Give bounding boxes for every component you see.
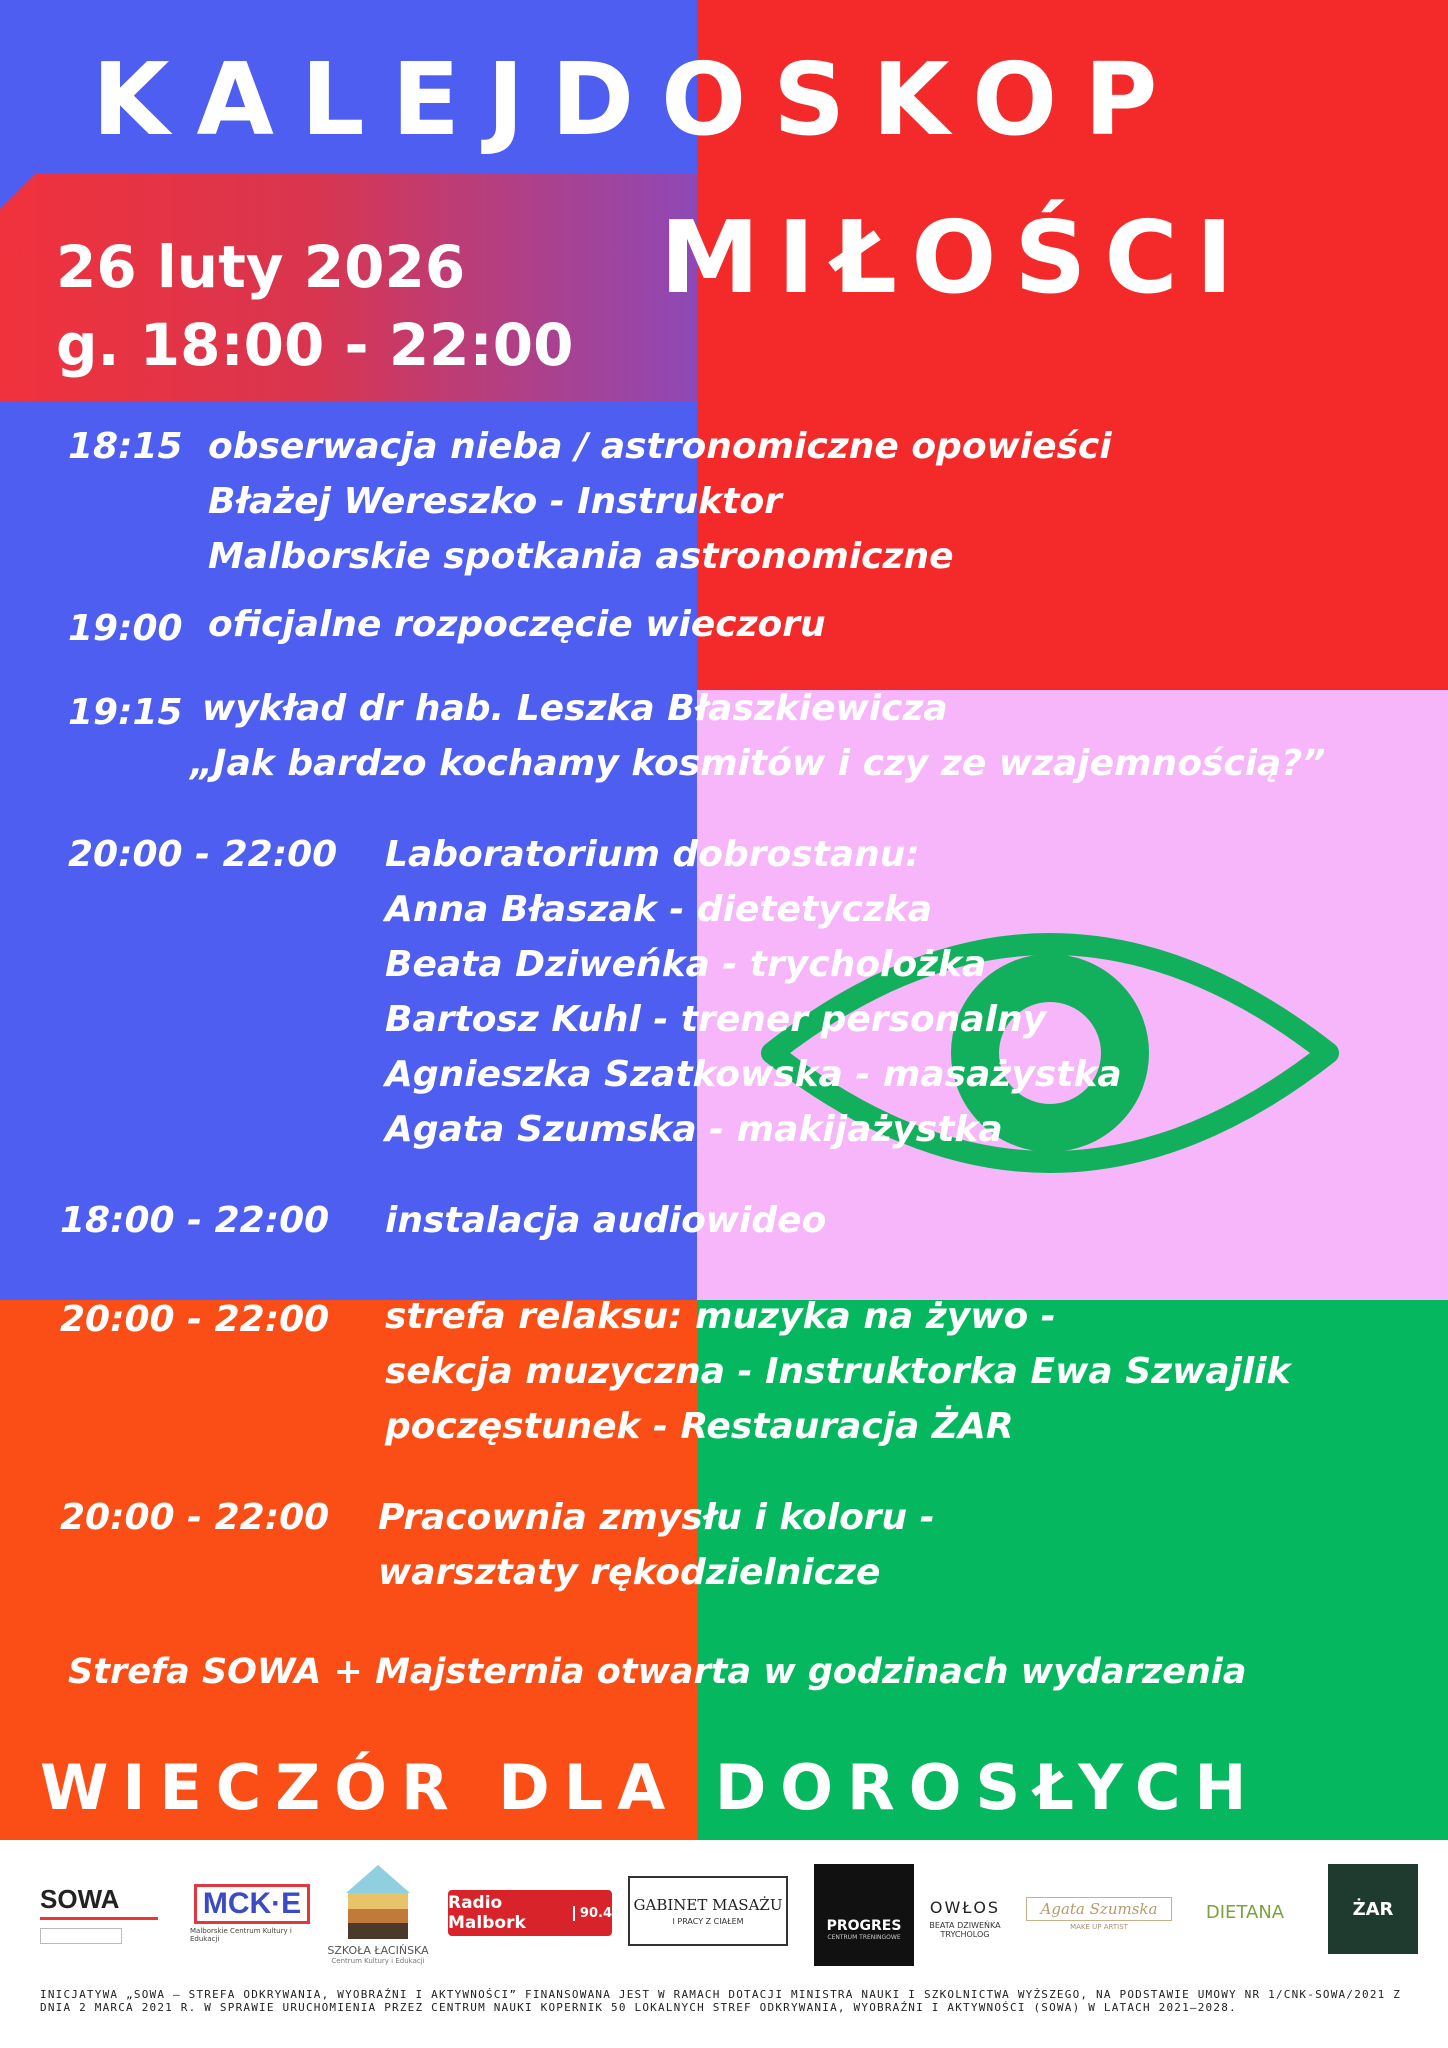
schedule-line: Anna Błaszak - dietetyczka bbox=[385, 889, 933, 930]
gabinet-masazu-logo bbox=[628, 1876, 788, 1946]
schedule-time: 20:00 - 22:00 bbox=[68, 834, 338, 875]
progres-logo-text: PROGRES bbox=[826, 1917, 902, 1934]
schedule-line: Bartosz Kuhl - trener personalny bbox=[385, 999, 1047, 1040]
radio-logo-frequency: 90.4 bbox=[573, 1906, 612, 1921]
schedule-line: warsztaty rękodzielnicze bbox=[378, 1552, 881, 1593]
sowa-logo bbox=[40, 1876, 172, 1952]
schedule-time: 19:15 bbox=[68, 692, 183, 733]
sowa-logo-text: SOWA bbox=[40, 1884, 120, 1914]
owlos-logo-text: OWŁOS bbox=[929, 1897, 1001, 1917]
schedule-line: sekcja muzyczna - Instruktorka Ewa Szwajlik bbox=[385, 1351, 1291, 1392]
zar-logo bbox=[1328, 1864, 1418, 1954]
szkola-logo-text: SZKOŁA ŁACIŃSKA bbox=[327, 1944, 429, 1957]
title-kalejdoskop: KALEJDOSKOP bbox=[92, 41, 1185, 158]
owlos-logo-subtitle: BEATA DZIWEŃKA TRYCHOLOG bbox=[929, 1920, 1001, 1939]
zar-logo-text: ŻAR bbox=[1352, 1898, 1394, 1920]
dietana-logo-text: DIETANA bbox=[1205, 1901, 1285, 1923]
schedule-line: obserwacja nieba / astronomiczne opowieści bbox=[208, 426, 1112, 467]
schedule-line: Beata Dziweńka - trycholożka bbox=[385, 944, 987, 985]
agata-logo-subtitle: MAKE UP ARTIST bbox=[1070, 1923, 1128, 1931]
house-icon bbox=[344, 1863, 412, 1941]
schedule-line: Agata Szumska - makijażystka bbox=[385, 1109, 1003, 1150]
radio-logo-text: Radio Malbork bbox=[448, 1893, 526, 1933]
mck-logo-subtitle: Malborskie Centrum Kultury i Edukacji bbox=[190, 1926, 292, 1943]
event-date: 26 luty 2026 bbox=[56, 233, 466, 301]
schedule-line: Malborskie spotkania astronomiczne bbox=[208, 536, 954, 577]
agata-szumska-logo bbox=[1014, 1884, 1184, 1944]
radio-malbork-logo bbox=[448, 1890, 612, 1936]
schedule-line: strefa relaksu: muzyka na żywo - bbox=[385, 1296, 1056, 1337]
owlos-logo bbox=[922, 1878, 1008, 1958]
gabinet-logo-subtitle: I PRACY Z CIAŁEM bbox=[672, 1917, 744, 1926]
szkola-logo-subtitle: Centrum Kultury i Edukacji bbox=[331, 1957, 425, 1965]
event-hours: g. 18:00 - 22:00 bbox=[56, 311, 574, 379]
progres-logo bbox=[814, 1864, 914, 1966]
footer-title: WIECZÓR DLA DOROSŁYCH bbox=[40, 1751, 1261, 1824]
sponsor-logos bbox=[0, 1840, 1448, 1988]
schedule-time: 19:00 bbox=[68, 608, 183, 649]
ministry-mark bbox=[40, 1928, 122, 1944]
sowa-logo-bar bbox=[40, 1917, 158, 1920]
mck-logo bbox=[190, 1880, 314, 1946]
open-zone-note: Strefa SOWA + Majsternia otwarta w godzinach wydarzenia bbox=[68, 1652, 1247, 1692]
schedule-line: Agnieszka Szatkowska - masażystka bbox=[385, 1054, 1122, 1095]
funding-footnote: INICJATYWA „SOWA – STREFA ODKRYWANIA, WYOBRAŹNI I AKTYWNOŚCI” FINANSOWANA JEST W RAMACH DOTACJI MINISTRA NAUKI I SZKOLNICTWA WYŻSZEGO, NA PODSTAWIE UMOWY NR 1/CNK-SOWA/2021 Z DNIA 2 MARCA 2021 R. W SPRAWIE URUCHOMIENIA PRZEZ CENTRUM NAUKI KOPERNIK 50 LOKALNYCH STREF ODKRYWANIA, WYOBRAŹNI I AKTYWNOŚCI (SOWA) W LATACH 2021–2028. bbox=[40, 1988, 1402, 2014]
schedule-time: 20:00 - 22:00 bbox=[60, 1497, 330, 1538]
schedule-time: 20:00 - 22:00 bbox=[60, 1299, 330, 1340]
agata-logo-text: Agata Szumska bbox=[1026, 1897, 1173, 1921]
title-milosci: MIŁOŚCI bbox=[660, 199, 1251, 316]
schedule-time: 18:15 bbox=[68, 426, 183, 467]
schedule-line: poczęstunek - Restauracja ŻAR bbox=[385, 1406, 1014, 1447]
mck-logo-text: MCK·E bbox=[194, 1884, 310, 1924]
schedule-line: Błażej Wereszko - Instruktor bbox=[208, 481, 782, 522]
schedule-line: Pracownia zmysłu i koloru - bbox=[378, 1497, 935, 1538]
dietana-logo bbox=[1204, 1892, 1286, 1932]
gabinet-logo-text: GABINET MASAŻU bbox=[633, 1896, 783, 1914]
schedule-time: 18:00 - 22:00 bbox=[60, 1200, 330, 1241]
szkola-logo bbox=[322, 1858, 434, 1970]
schedule-line: „Jak bardzo kochamy kosmitów i czy ze wzajemnością?” bbox=[190, 743, 1326, 784]
schedule-line: oficjalne rozpoczęcie wieczoru bbox=[208, 604, 826, 645]
schedule-line: instalacja audiowideo bbox=[385, 1200, 827, 1241]
schedule-line: wykład dr hab. Leszka Błaszkiewicza bbox=[202, 688, 948, 729]
schedule-line: Laboratorium dobrostanu: bbox=[385, 834, 920, 875]
progres-logo-subtitle: CENTRUM TRENINGOWE bbox=[827, 1933, 901, 1941]
